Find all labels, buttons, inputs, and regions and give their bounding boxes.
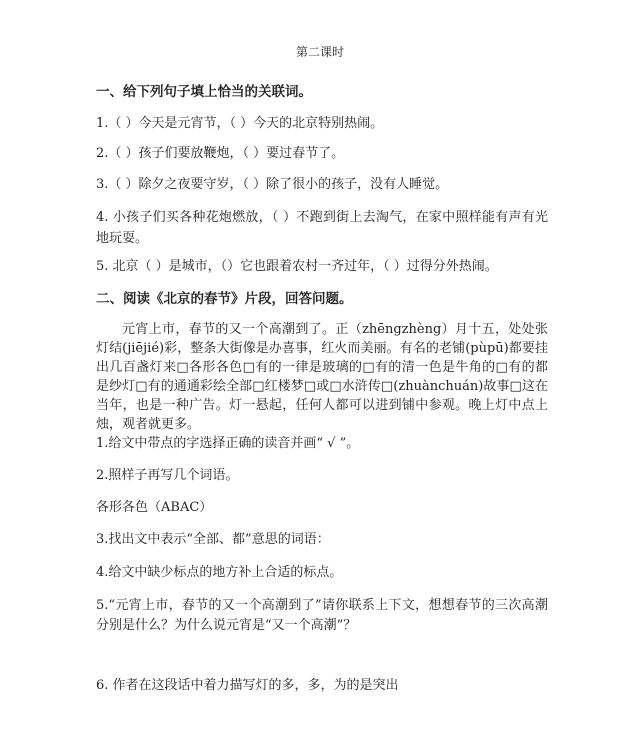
section1-question-5: 5. 北京（ ）是城市，（）它也跟着农村一齐过年，（ ）过得分外热闹。	[96, 259, 498, 274]
section2-heading: 二、阅读《北京的春节》片段，回答问题。	[96, 291, 353, 307]
section2-question-1: 1.给文中带点的字选择正确的读音并画“ √ ”。	[96, 436, 360, 451]
section2-question-5: 5.“元宵上市，春节的又一个高潮到了”请你联系上下文，想想春节的三次高潮分别是什么？为什么说元宵是“又一个高潮”？	[96, 598, 548, 633]
section2-example: 各形各色（ABAC）	[96, 500, 213, 515]
section1-question-4: 4. 小孩子们买各种花炮燃放，（ ）不跑到街上去淘气，在家中照样能有声有光地玩耍。	[96, 210, 548, 246]
section2-question-4: 4.给文中缺少标点的地方补上合适的标点。	[96, 565, 343, 580]
section1-question-1: 1.（ ）今天是元宵节，（ ）今天的北京特别热闹。	[96, 116, 384, 131]
reading-passage: 元宵上市，春节的又一个高潮到了。正（zhēngzhèng）月十五，处处张灯结(jiējié)彩，整条大街像是办喜事，红火而美丽。有名的老铺(pùpū)都要挂出几百盏灯来□各形各色□有的一律是玻璃的□有的清一色是牛角的□有的都是纱灯□有的通通彩绘全部□红楼梦□或□水浒传□(zhuànchuán)故事□这在当年，也是一种广告。灯一悬起，任何人都可以进到铺中参观。晚上灯中点上烛，观者就更多。	[96, 322, 548, 432]
section1-heading: 一、给下列句子填上恰当的关联词。	[96, 84, 312, 100]
section2-question-2: 2.照样子再写几个词语。	[96, 468, 239, 483]
section1-question-3: 3.（ ）除夕之夜要守岁，（ ）除了很小的孩子，没有人睡觉。	[96, 177, 449, 192]
section2-question-3: 3.找出文中表示“全部、都”意思的词语：	[96, 532, 330, 547]
page-title: 第二课时	[295, 45, 344, 59]
section2-question-6: 6. 作者在这段话中着力描写灯的多，多，为的是突出	[96, 678, 399, 693]
section1-question-2: 2.（ ）孩子们要放鞭炮，（ ）要过春节了。	[96, 146, 345, 161]
